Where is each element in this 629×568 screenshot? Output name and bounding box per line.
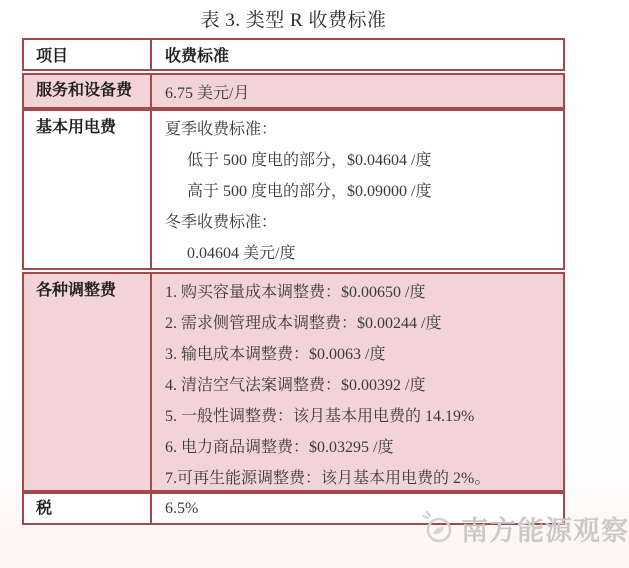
fee-table — [22, 38, 565, 525]
fee-line: 5. 一般性调整费：该月基本用电费的 14.19% — [165, 408, 475, 425]
fee-value: 6.75 美元/月 — [165, 84, 250, 102]
watermark — [420, 506, 629, 550]
table-row-basic-usage-fee — [22, 109, 565, 270]
row-label: 各种调整费 — [36, 282, 117, 299]
row-label-cell — [24, 111, 152, 268]
row-value-cell — [152, 111, 563, 268]
header-cell-standard: 收费标准 — [165, 48, 230, 65]
fee-line: 1. 购买容量成本调整费：$0.00650 /度 — [165, 284, 426, 301]
fee-line: 7.可再生能源调整费：该月基本用电费的 2%。 — [165, 470, 491, 487]
fee-line: 3. 输电成本调整费：$0.0063 /度 — [165, 346, 386, 363]
fee-line: 冬季收费标准： — [165, 214, 278, 231]
fee-line: 夏季收费标准： — [165, 121, 278, 138]
row-label: 税 — [36, 499, 53, 517]
row-label-cell — [24, 274, 152, 490]
row-label: 服务和设备费 — [36, 82, 133, 99]
watermark-text: 南方能源观察 — [461, 515, 629, 546]
row-label-cell — [24, 75, 152, 107]
fee-line: 6. 电力商品调整费：$0.03295 /度 — [165, 439, 394, 456]
fee-line: 2. 需求侧管理成本调整费：$0.00244 /度 — [165, 315, 442, 332]
row-label-cell — [24, 494, 152, 523]
row-value-cell — [152, 75, 563, 107]
fee-line: 低于 500 度电的部分，$0.04604 /度 — [187, 152, 432, 169]
header-cell-item: 项目 — [24, 40, 152, 69]
fee-line: 0.04604 美元/度 — [187, 245, 296, 262]
fee-line: 高于 500 度电的部分，$0.09000 /度 — [187, 183, 432, 200]
fee-value: 6.5% — [165, 499, 199, 517]
table-row-adjustment-fees — [22, 272, 565, 492]
table-row-service-fee — [22, 73, 565, 109]
table-header-row — [22, 38, 565, 71]
eo-bird-logo-icon — [420, 509, 454, 547]
fee-line: 4. 清洁空气法案调整费：$0.00392 /度 — [165, 377, 426, 394]
row-label: 基本用电费 — [36, 119, 117, 136]
row-value-cell — [152, 274, 563, 490]
table-title: 表 3. 类型 R 收费标准 — [200, 10, 387, 31]
